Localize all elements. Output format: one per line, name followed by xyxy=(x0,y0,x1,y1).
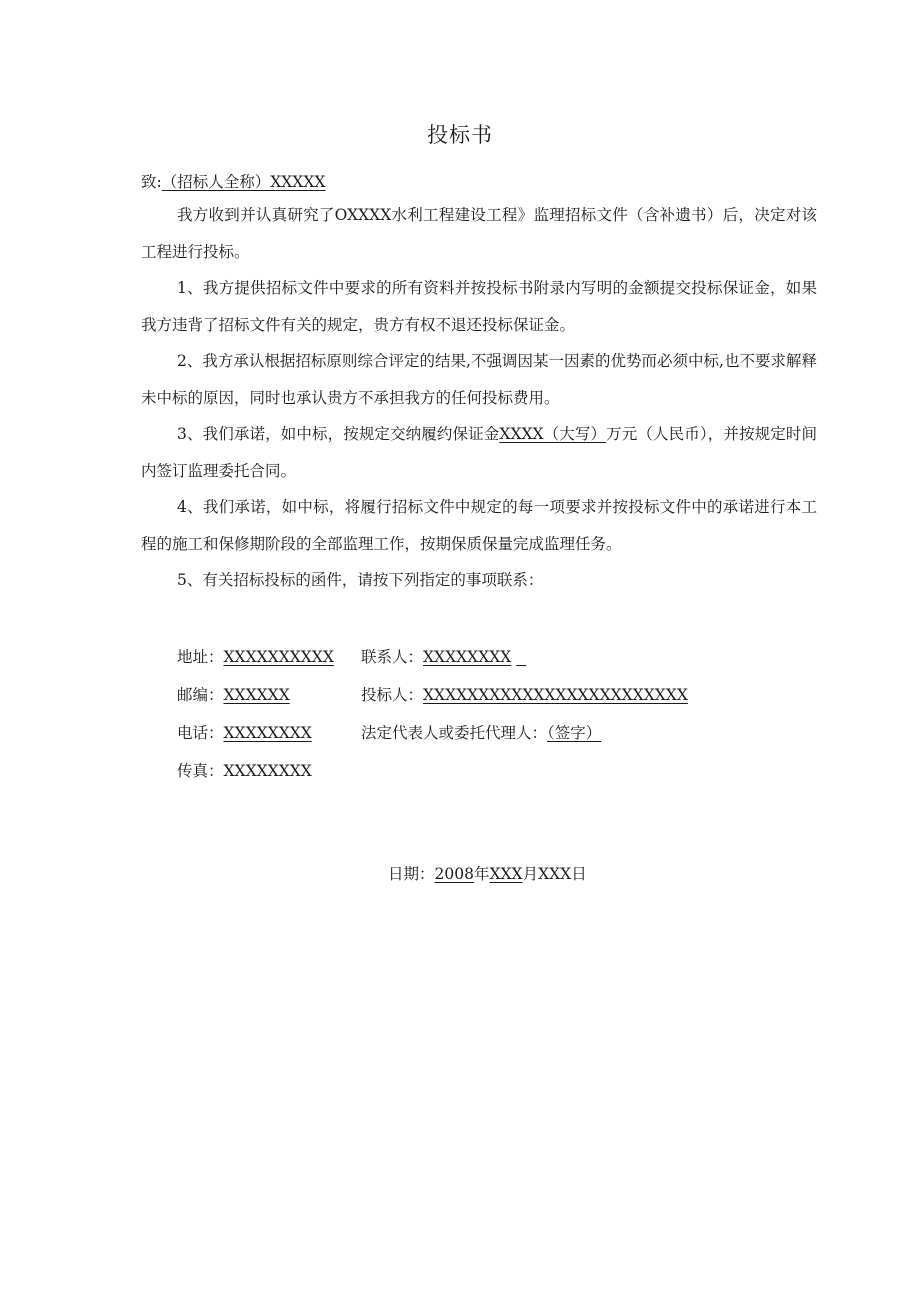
date-year-unit: 年 xyxy=(473,865,490,883)
date-label: 日期： xyxy=(388,865,435,883)
postcode-value: XXXXXX xyxy=(223,686,290,704)
date-day: XXX xyxy=(538,865,572,883)
date-year: 2008 xyxy=(434,865,474,883)
date-line xyxy=(388,862,587,884)
phone-label: 电话： xyxy=(177,724,224,742)
clause-5: 5、有关招标投标的函件，请按下列指定的事项联系： xyxy=(177,571,544,589)
bidder-field xyxy=(361,683,688,705)
address-value: XXXXXXXXXX xyxy=(223,648,334,666)
fax-value: XXXXXXXX xyxy=(223,762,312,780)
address-label: 地址： xyxy=(177,648,224,666)
postcode-field xyxy=(177,683,290,705)
clause-3-before: 3、我们承诺，如中标，按规定交纳履约保证金 xyxy=(177,425,500,443)
bidder-label: 投标人： xyxy=(361,686,424,704)
salutation xyxy=(141,170,325,192)
phone-value: XXXXXXXX xyxy=(223,724,312,742)
fax-label: 传真： xyxy=(177,762,224,780)
clause-3-after: 万元（人民币），并按规定时间内签订监理委托合同。 xyxy=(141,425,817,480)
clause-2: 2、我方承认根据招标原则综合评定的结果,不强调因某一因素的优势而必须中标,也不要求解释未中标的原因，同时也承认贵方不承担我方的任何投标费用。 xyxy=(141,352,817,407)
recipient-name: （招标人全称）XXXXX xyxy=(161,173,326,191)
signature-placeholder: （签字） xyxy=(547,724,602,742)
date-month-unit: 月 xyxy=(522,865,539,883)
document-title: 投标书 xyxy=(427,123,493,147)
clause-1: 1、我方提供招标文件中要求的所有资料并按投标书附录内写明的金额提交投标保证金，如果我方违背了招标文件有关的规定，贵方有权不退还投标保证金。 xyxy=(141,279,817,334)
address-field xyxy=(177,645,334,667)
contact-person-blank xyxy=(516,648,526,666)
contact-person-value: XXXXXXXX xyxy=(423,648,512,666)
contact-person-label: 联系人： xyxy=(361,648,424,666)
intro-paragraph: 我方收到并认真研究了OXXXX水利工程建设工程》监理招标文件（含补遗书）后，决定对该工程进行投标。 xyxy=(141,206,817,261)
salutation-prefix: 致: xyxy=(141,173,162,191)
date-month: XXX xyxy=(489,865,523,883)
date-day-unit: 日 xyxy=(571,865,587,883)
postcode-label: 邮编： xyxy=(177,686,224,704)
legal-representative-field xyxy=(361,721,601,743)
contact-person-field xyxy=(361,645,526,667)
clause-3 xyxy=(141,416,817,490)
bidder-value: XXXXXXXXXXXXXXXXXXXXXXXX xyxy=(423,686,688,704)
legal-representative-label: 法定代表人或委托代理人： xyxy=(361,724,548,742)
guarantee-amount: XXXX（大写） xyxy=(499,425,607,443)
fax-field xyxy=(177,759,312,781)
phone-field xyxy=(177,721,312,743)
clause-4: 4、我们承诺，如中标，将履行招标文件中规定的每一项要求并按投标文件中的承诺进行本工程的施工和保修期阶段的全部监理工作，按期保质保量完成监理任务。 xyxy=(141,498,817,553)
